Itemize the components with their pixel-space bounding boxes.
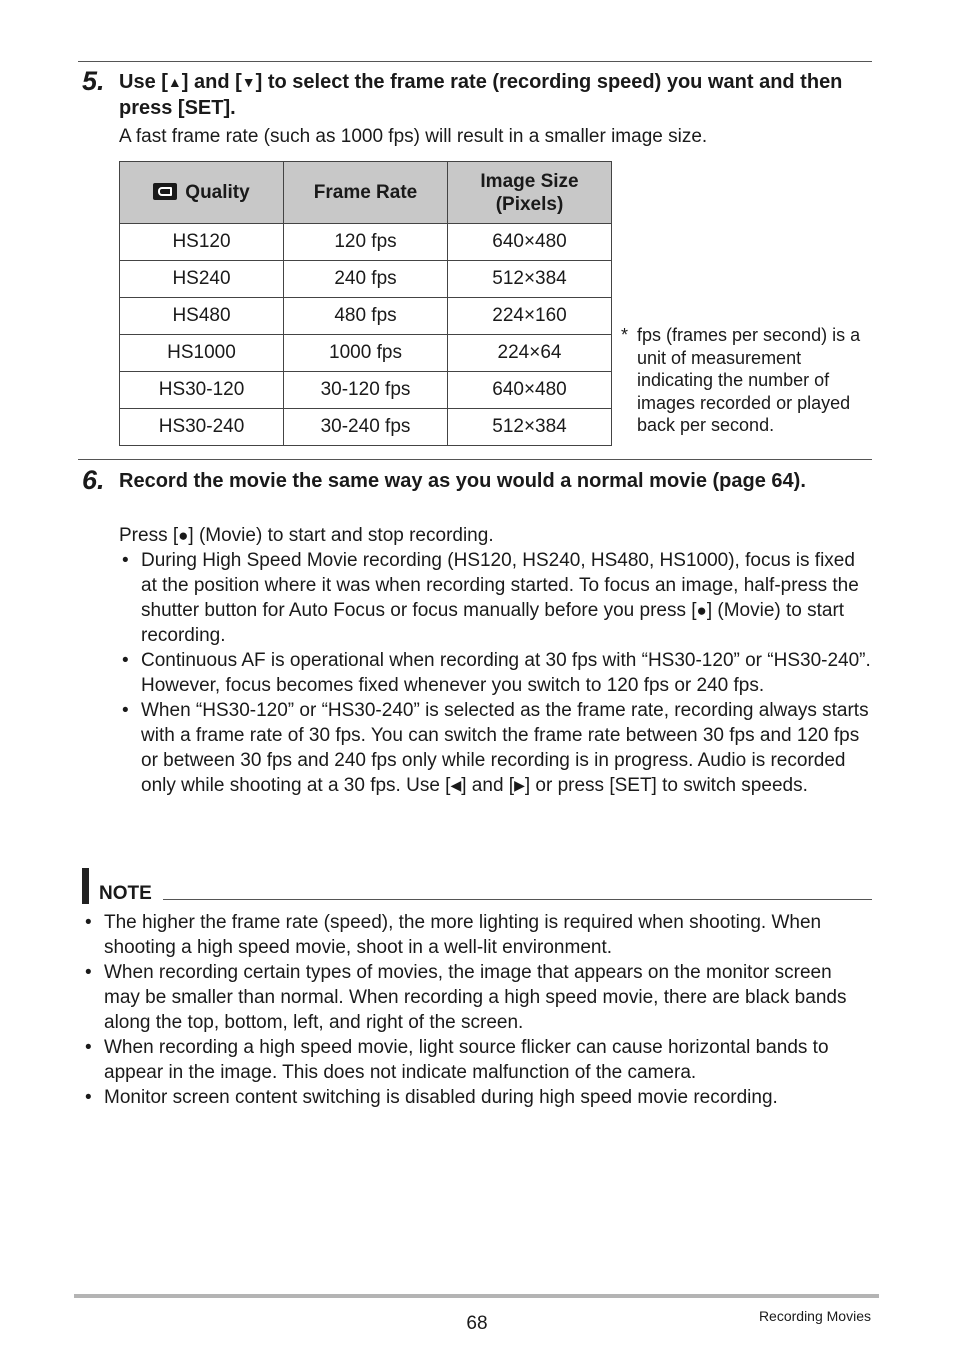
table-row [120, 372, 612, 409]
footer-rule [74, 1294, 879, 1298]
movie-button-icon: ● [696, 601, 707, 620]
note-rule [163, 899, 872, 900]
frame-rate-table [119, 161, 612, 446]
list-item: • Monitor screen content switching is disabled during high speed movie recording. [85, 1087, 778, 1108]
header-quality: Quality [120, 162, 284, 224]
cell-quality: HS1000 [120, 335, 284, 372]
list-item: • The higher the frame rate (speed), the more lighting is required when shooting. When shooting a high speed movie, shoot in a well-lit environment. [85, 912, 822, 958]
footnote-text: fps (frames per second) is a unit of measurement indicating the number of images recorded or played back per second. [637, 325, 861, 435]
cell-frame-rate: 30-120 fps [284, 372, 448, 409]
down-arrow-icon: ▼ [241, 74, 256, 90]
cell-quality: HS240 [120, 261, 284, 298]
footnote-asterisk: * [621, 325, 629, 345]
step-5-number: 5. [82, 66, 105, 96]
note-label: NOTE [99, 883, 152, 904]
step-6-number: 6. [82, 465, 105, 495]
top-rule [78, 61, 872, 62]
movie-quality-icon [153, 183, 177, 200]
cell-quality: HS30-240 [120, 409, 284, 446]
cell-image-size: 512×384 [448, 409, 612, 446]
cell-quality: HS120 [120, 224, 284, 261]
cell-image-size: 640×480 [448, 372, 612, 409]
right-arrow-icon: ▶ [514, 777, 525, 793]
left-arrow-icon: ◀ [450, 777, 462, 793]
step-5-title: Use [▲] and [▼] to select the frame rate (recording speed) you want and then press [SET]. [119, 71, 843, 119]
cell-frame-rate: 120 fps [284, 224, 448, 261]
list-item: • When recording a high speed movie, light source flicker can cause horizontal bands to appear in the image. This does not indicate malfunction of the camera. [85, 1037, 829, 1083]
cell-quality: HS480 [120, 298, 284, 335]
step-6-press-line: Press [●] (Movie) to start and stop recording. [119, 525, 494, 546]
page-number: 68 [466, 1313, 488, 1334]
cell-frame-rate: 480 fps [284, 298, 448, 335]
section-rule [78, 459, 872, 460]
cell-image-size: 224×160 [448, 298, 612, 335]
cell-quality: HS30-120 [120, 372, 284, 409]
table-row [120, 409, 612, 446]
cell-frame-rate: 1000 fps [284, 335, 448, 372]
up-arrow-icon: ▲ [167, 74, 182, 90]
table-header-row [120, 162, 612, 224]
table-row [120, 261, 612, 298]
fps-footnote [621, 324, 866, 437]
step-6-bullets [119, 548, 871, 798]
cell-frame-rate: 240 fps [284, 261, 448, 298]
section-name: Recording Movies [758, 1308, 871, 1324]
list-item: • When “HS30-120” or “HS30-240” is selected as the frame rate, recording always starts with a frame rate of 30 fps. You can switch the frame rate between 30 fps and 120 fps or between 30 fps and 240 fps only while recording is in progress. Audio is recorded only while shooting at a 30 fps. Use [◀] and [▶] or press [SET] to switch speeds. [122, 700, 869, 796]
cell-image-size: 640×480 [448, 224, 612, 261]
cell-image-size: 224×64 [448, 335, 612, 372]
list-item: • During High Speed Movie recording (HS120, HS240, HS480, HS1000), focus is fixed at the position where it was when recording started. To focus an image, half-press the shutter button for Auto Focus or focus manually before you press [●] (Movie) to start recording. [122, 550, 859, 646]
header-image-size: Image Size (Pixels) [448, 162, 612, 224]
step-6-title: Record the movie the same way as you would a normal movie (page 64). [119, 470, 806, 492]
cell-image-size: 512×384 [448, 261, 612, 298]
note-list [82, 910, 872, 1110]
movie-button-icon: ● [178, 526, 189, 545]
list-item: • When recording certain types of movies, the image that appears on the monitor screen may be smaller than normal. When recording a high speed movie, there are black bands along the top, bottom, left, and right of the screen. [85, 962, 847, 1033]
note-bar [82, 868, 89, 904]
header-frame-rate: Frame Rate [284, 162, 448, 224]
cell-frame-rate: 30-240 fps [284, 409, 448, 446]
table-row [120, 224, 612, 261]
step-5-description: A fast frame rate (such as 1000 fps) will result in a smaller image size. [119, 126, 708, 147]
table-row [120, 335, 612, 372]
table-row [120, 298, 612, 335]
list-item: • Continuous AF is operational when recording at 30 fps with “HS30-120” or “HS30-240”. However, focus becomes fixed whenever you switch to 120 fps or 240 fps. [122, 650, 871, 696]
